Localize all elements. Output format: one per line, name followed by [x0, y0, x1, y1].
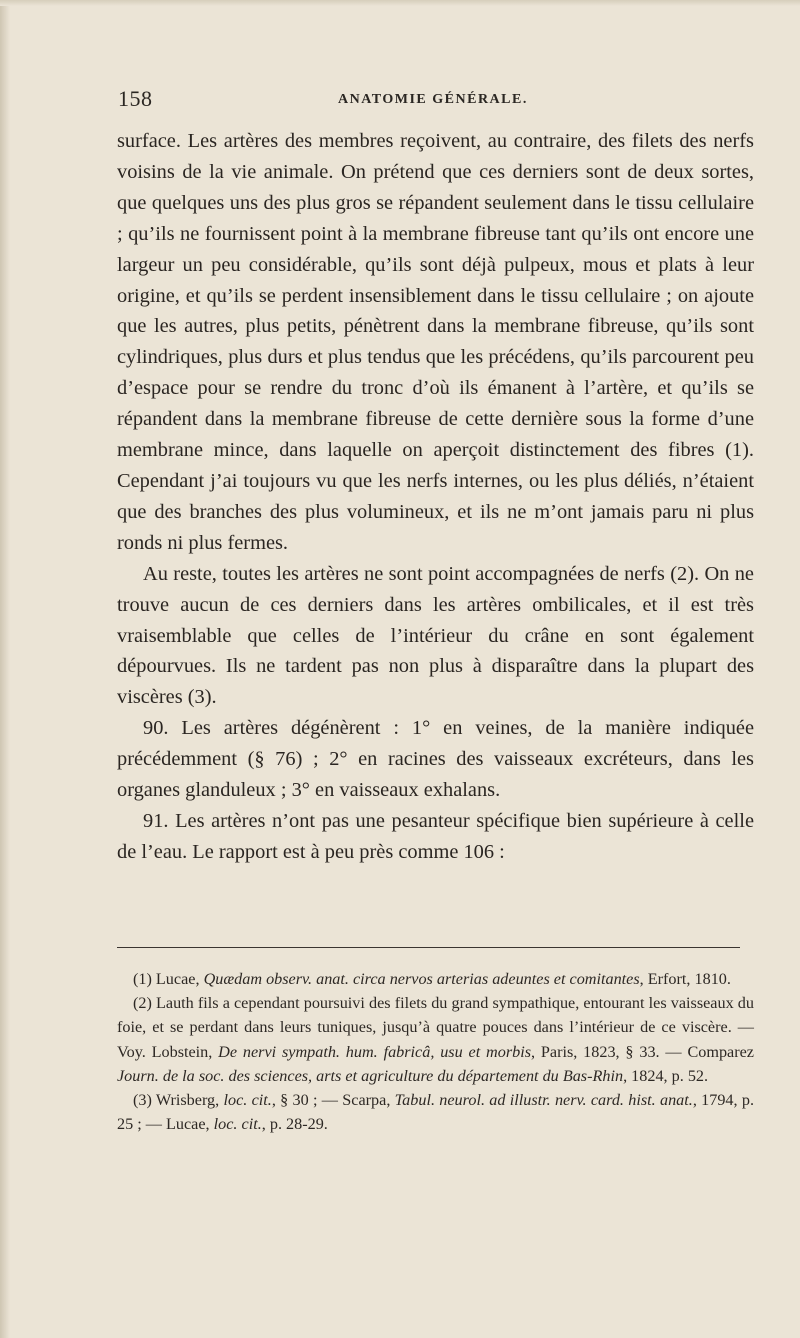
paragraph-continued: surface. Les artères des membres reçoivent, au contraire, des filets des nerfs voisins de la vie animale. On prétend que ces derniers sont de deux sortes, que quelques uns des plus gros se répandent seulement dans le tissu cellulaire ; qu’ils ne fournissent point à la membrane fibreuse tant qu’ils ont encore une largeur un peu considérable, qu’ils sont déjà pulpeux, mous et plats à leur origine, et qu’ils se perdent insensiblement dans le tissu cellulaire ; on ajoute que les autres, plus petits, pénètrent dans la membrane fibreuse, qu’ils sont cylindriques, plus durs et plus tendus que les précédens, qu’ils parcourent peu d’espace pour se rendre du tronc d’où ils émanent à l’artère, et qu’ils se répandent dans la membrane fibreuse de cette dernière sous la forme d’une membrane mince, dans laquelle on aperçoit distinctement des fibres (1). Cependant j’ai toujours vu que les nerfs internes, ou les plus déliés, n’étaient que des branches des plus volumineux, et ils ne m’ont jamais paru ni plus ronds ni plus fermes.	[117, 130, 754, 554]
page-edge-shadow	[0, 0, 10, 1338]
footnote-2: (2) Lauth fils a cependant poursuivi des filets du grand sympathique, entourant les vaisseaux du foie, et se perdant dans leurs tuniques, jusqu’à quatre pouces dans l’intérieur de ce viscère. — Voy. Lobstein, De nervi sympath. hum. fabricâ, usu et morbis, Paris, 1823, § 33. — Comparez Journ. de la soc. des sciences, arts et agriculture du département du Bas-Rhin, 1824, p. 52.	[117, 994, 754, 1085]
footnote-3: (3) Wrisberg, loc. cit., § 30 ; — Scarpa, Tabul. neurol. ad illustr. nerv. card. hist. anat., 1794, p. 25 ; — Lucae, loc. cit., p. 28-29.	[117, 1091, 754, 1134]
paragraph-section-90: 90. Les artères dégénèrent : 1° en veines, de la manière indiquée précédemment (§ 76) ; 2° en racines des vaisseaux excréteurs, dans les organes glanduleux ; 3° en vaisseaux exhalans.	[117, 717, 754, 802]
page-number: 158	[118, 86, 153, 111]
footnote-separator	[117, 947, 740, 948]
footnote-1: (1) Lucae, Quædam observ. anat. circa nervos arterias adeuntes et comitantes, Erfort, 1810.	[133, 970, 731, 988]
paragraph-nerves: Au reste, toutes les artères ne sont point accompagnées de nerfs (2). On ne trouve aucun de ces derniers dans les artères ombilicales, et il est très vraisemblable que celles de l’intérieur du crâne en sont également dépourvues. Ils ne tardent pas non plus à disparaître dans la plupart des viscères (3).	[117, 562, 754, 709]
page-top-shadow	[0, 0, 800, 6]
page-header	[118, 86, 738, 116]
paragraph-section-91: 91. Les artères n’ont pas une pesanteur spécifique bien supérieure à celle de l’eau. Le rapport est à peu près comme 106 :	[117, 809, 754, 863]
footnotes	[117, 967, 754, 1136]
main-text	[117, 126, 754, 868]
running-title: ANATOMIE GÉNÉRALE.	[338, 92, 528, 107]
